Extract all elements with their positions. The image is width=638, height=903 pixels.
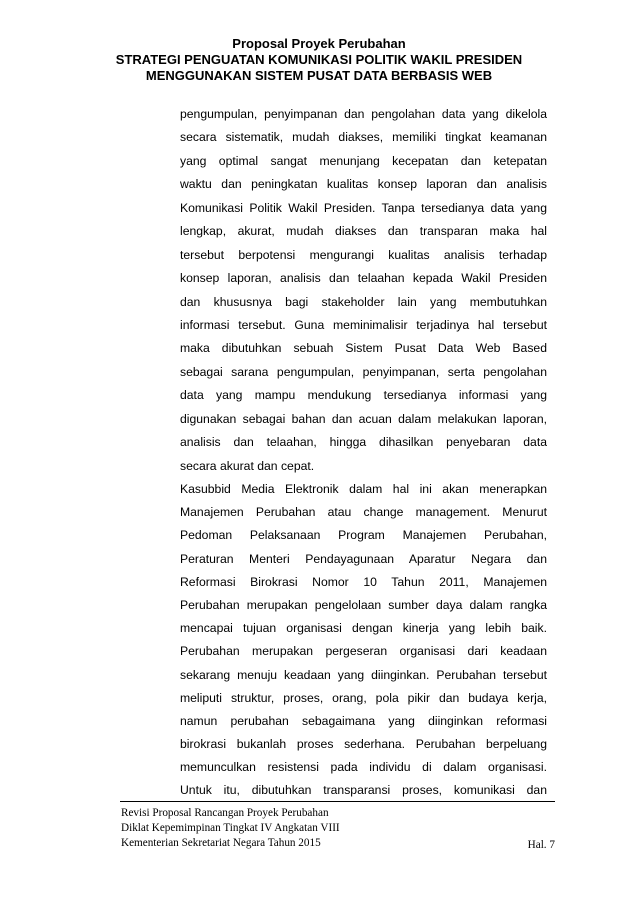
header-subtitle-line-1: STRATEGI PENGUATAN KOMUNIKASI POLITIK WAKIL PRESIDEN: [115, 52, 523, 67]
text-line: secara sistematik, mudah diakses, memiliki tingkat keamanan: [180, 130, 547, 145]
footer-divider: [120, 801, 555, 802]
header-subtitle-line-2: MENGGUNAKAN SISTEM PUSAT DATA BERBASIS WEB: [145, 68, 493, 83]
text-line: informasi tersebut. Guna meminimalisir terjadinya hal tersebut: [180, 317, 547, 332]
text-line: namun perubahan sebagaimana yang diinginkan reformasi: [180, 713, 547, 728]
text-line: lengkap, akurat, mudah diakses dan transparan maka hal: [180, 224, 547, 239]
text-line: pengumpulan, penyimpanan dan pengolahan data yang dikelola: [180, 107, 547, 121]
text-line: Kasubbid Media Elektronik dalam hal ini akan menerapkan: [180, 482, 547, 496]
text-line: dan khususnya bagi stakeholder lain yang membutuhkan: [180, 294, 547, 309]
text-line: sebagai sarana pengumpulan, penyimpanan, serta pengolahan: [180, 364, 547, 379]
header-title: Proposal Proyek Perubahan: [232, 36, 406, 51]
footer-line-3: Kementerian Sekretariat Negara Tahun 2015: [121, 837, 321, 849]
text-line: secara akurat dan cepat.: [180, 458, 315, 473]
text-line: yang optimal sangat menunjang kecepatan dan ketepatan: [180, 153, 547, 168]
text-line: waktu dan peningkatan kualitas konsep laporan dan analisis: [180, 177, 547, 192]
text-line: birokrasi bukanlah proses sederhana. Perubahan berpeluang: [180, 737, 547, 752]
text-line: tersebut berpotensi mengurangi kualitas analisis terhadap: [180, 247, 547, 262]
text-line: memunculkan resistensi pada individu di dalam organisasi.: [180, 760, 547, 775]
text-line: analisis dan telaahan, hingga dihasilkan penyebaran data: [180, 435, 547, 450]
text-line: Reformasi Birokrasi Nomor 10 Tahun 2011, Manajemen: [180, 574, 547, 589]
text-line: maka dibutuhkan sebuah Sistem Pusat Data Web Based: [180, 341, 547, 356]
text-line: data yang mampu mendukung tersedianya informasi yang: [180, 388, 547, 403]
text-line: sekarang menuju keadaan yang diinginkan. Perubahan tersebut: [180, 667, 547, 682]
text-line: meliputi struktur, proses, orang, pola pikir dan budaya kerja,: [180, 690, 547, 705]
text-line: konsep laporan, analisis dan telaahan kepada Wakil Presiden: [180, 271, 547, 286]
text-line: Peraturan Menteri Pendayagunaan Aparatur Negara dan: [180, 551, 547, 566]
paragraph-2: [180, 478, 547, 803]
footer-line-1: Revisi Proposal Rancangan Proyek Perubahan: [121, 807, 329, 819]
text-line: Manajemen Perubahan atau change management. Menurut: [180, 505, 547, 520]
text-line: Perubahan merupakan pergeseran organisasi dari keadaan: [180, 644, 547, 659]
paragraph-1: [180, 103, 547, 478]
text-line: Pedoman Pelaksanaan Program Manajemen Perubahan,: [180, 528, 547, 543]
text-line: mencapai tujuan organisasi dengan kinerja yang lebih baik.: [180, 621, 547, 636]
text-line: Untuk itu, dibutuhkan transparansi proses, komunikasi dan: [180, 783, 547, 798]
text-line: Komunikasi Politik Wakil Presiden. Tanpa tersedianya data yang: [180, 200, 547, 215]
text-line: digunakan sebagai bahan dan acuan dalam melakukan laporan,: [180, 411, 547, 426]
footer-line-2: Diklat Kepemimpinan Tingkat IV Angkatan VIII: [121, 822, 340, 834]
page-header: [0, 36, 638, 84]
page-footer: [121, 806, 555, 851]
page-number: Hal. 7: [527, 839, 555, 851]
text-line: Perubahan merupakan pengelolaan sumber daya dalam rangka: [180, 597, 547, 612]
